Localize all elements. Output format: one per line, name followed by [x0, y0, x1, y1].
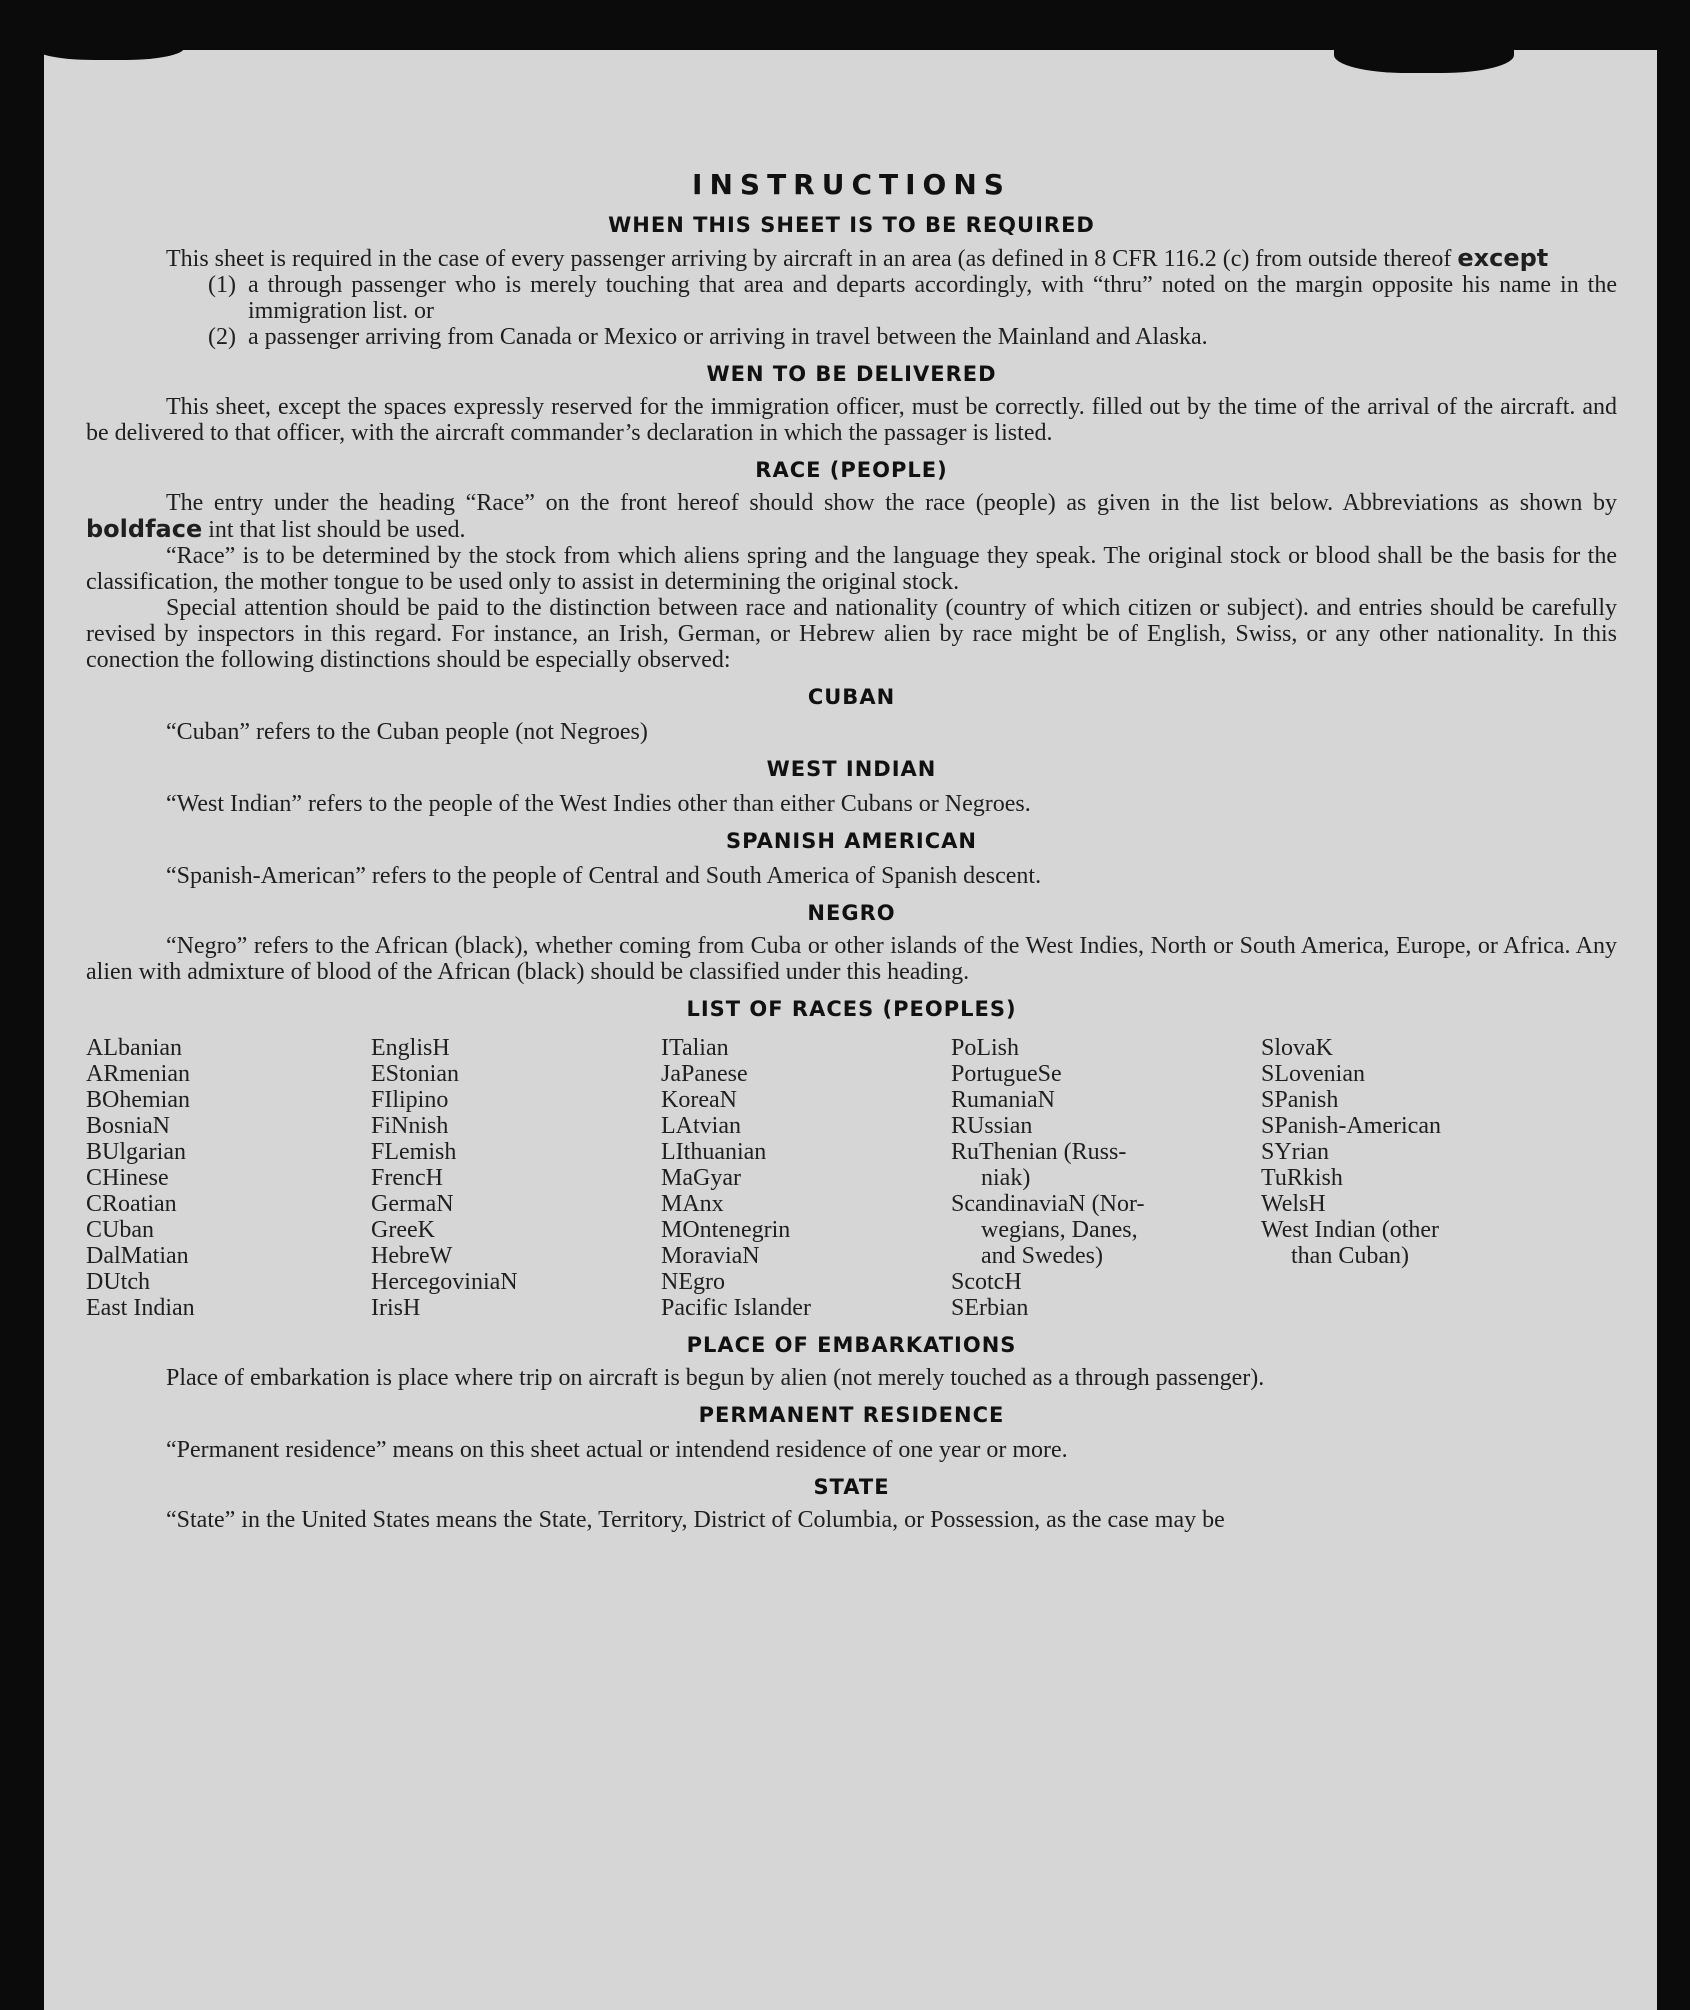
races-column-4	[951, 1035, 1261, 1321]
race-item: HebreW	[371, 1243, 453, 1269]
paragraph-delivery: This sheet, except the spaces expressly reserved for the immigration officer, must be correctly. filled out by the time of the arrival of the aircraft. and be delivered to that officer, with the aircraft commander’s declaration in which the passager is listed.	[86, 394, 1617, 446]
race-item: FLemish	[371, 1139, 457, 1165]
heading-permanent-residence: PERMANENT RESIDENCE	[698, 1403, 1005, 1427]
race-item: SErbian	[951, 1295, 1029, 1321]
race-item: SYrian	[1261, 1139, 1329, 1165]
paragraph-state: “State” in the United States means the State, Territory, District of Columbia, or Possession, as the case may be	[166, 1507, 1225, 1533]
paragraph-race-entry: The entry under the heading “Race” on the front hereof should show the race (people) as given in the list below. Abbreviations as shown by boldface int that list should be used.	[86, 490, 1617, 543]
race-item: MAnx	[661, 1191, 724, 1217]
race-item: WelsH	[1261, 1191, 1326, 1217]
race-item: EnglisH	[371, 1035, 450, 1061]
race-item: CHinese	[86, 1165, 169, 1191]
race-item: FrencH	[371, 1165, 443, 1191]
paragraph-cuban: “Cuban” refers to the Cuban people (not Negroes)	[166, 719, 648, 745]
race-item: MaGyar	[661, 1165, 741, 1191]
race-item: Pacific Islander	[661, 1295, 811, 1321]
race-item: RuThenian (Russ-	[951, 1139, 1127, 1165]
race-item: BUlgarian	[86, 1139, 186, 1165]
heading-spanish-american: SPANISH AMERICAN	[726, 829, 977, 853]
race-item: SPanish	[1261, 1087, 1339, 1113]
heading-cuban: CUBAN	[807, 685, 896, 709]
race-item: East Indian	[86, 1295, 195, 1321]
race-item: KoreaN	[661, 1087, 737, 1113]
race-item: CRoatian	[86, 1191, 177, 1217]
race-item: ALbanian	[86, 1035, 182, 1061]
race-item: GreeK	[371, 1217, 435, 1243]
race-item: PoLish	[951, 1035, 1020, 1061]
heading-list-of-races: LIST OF RACES (PEOPLES)	[686, 997, 1017, 1021]
paragraph-spanish-american: “Spanish-American” refers to the people of Central and South America of Spanish descent.	[166, 863, 1042, 889]
race-item: West Indian (other	[1261, 1217, 1440, 1243]
heading-when-required: WHEN THIS SHEET IS TO BE REQUIRED	[608, 213, 1095, 237]
paragraph-requirement: This sheet is required in the case of every passenger arriving by aircraft in an area (as defined in 8 CFR 116.2 (c) from outside thereof except	[166, 244, 1549, 272]
race-item: SlovaK	[1261, 1035, 1333, 1061]
race-item: ARmenian	[86, 1061, 190, 1087]
heading-race: RACE (PEOPLE)	[755, 458, 948, 482]
page-title: INSTRUCTIONS	[692, 168, 1011, 201]
race-item: SPanish-American	[1261, 1113, 1441, 1139]
race-item: LAtvian	[661, 1113, 741, 1139]
race-item: EStonian	[371, 1061, 459, 1087]
bold-except: except	[1457, 244, 1549, 272]
races-column-3	[661, 1035, 951, 1321]
race-item: than Cuban)	[1291, 1243, 1409, 1269]
race-item: NEgro	[661, 1269, 725, 1295]
list-item: (2) a passenger arriving from Canada or Mexico or arriving in travel between the Mainland and Alaska.	[208, 324, 1208, 350]
race-item: DalMatian	[86, 1243, 189, 1269]
paragraph-race-nationality: Special attention should be paid to the distinction between race and nationality (country of which citizen or subject). and entries should be carefully revised by inspectors in this regard. For instance, an Irish, German, or Hebrew alien by race might be of English, Swiss, or any other nationality. In this conection the following distinctions should be especially observed:	[86, 595, 1617, 673]
race-item: ScotcH	[951, 1269, 1022, 1295]
heading-state: STATE	[813, 1475, 890, 1499]
race-item: FIlipino	[371, 1087, 449, 1113]
race-item: LIthuanian	[661, 1139, 767, 1165]
paragraph-race-stock: “Race” is to be determined by the stock from which aliens spring and the language they speak. The original stock or blood shall be the basis for the classification, the mother tongue to be used only to assist in determining the original stock.	[86, 543, 1617, 595]
races-column-1	[86, 1035, 371, 1321]
race-item: SLovenian	[1261, 1061, 1365, 1087]
race-item: CUban	[86, 1217, 154, 1243]
race-item: and Swedes)	[981, 1243, 1103, 1269]
paragraph-negro: “Negro” refers to the African (black), whether coming from Cuba or other islands of the West Indies, North or South America, Europe, or Africa. Any alien with admixture of blood of the African (black) should be classified under this heading.	[86, 933, 1617, 985]
race-item: MoraviaN	[661, 1243, 760, 1269]
races-column-5	[1261, 1035, 1531, 1321]
paragraph-permanent-residence: “Permanent residence” means on this sheet actual or intendend residence of one year or more.	[166, 1437, 1068, 1463]
document-page	[44, 50, 1657, 2010]
heading-embarkation: PLACE OF EMBARKATIONS	[686, 1333, 1017, 1357]
race-item: JaPanese	[661, 1061, 748, 1087]
heading-negro: NEGRO	[807, 901, 896, 925]
race-item: RumaniaN	[951, 1087, 1055, 1113]
race-item: ScandinaviaN (Nor-	[951, 1191, 1145, 1217]
paragraph-west-indian: “West Indian” refers to the people of the West Indies other than either Cubans or Negroes.	[166, 791, 1031, 817]
race-item: DUtch	[86, 1269, 150, 1295]
paragraph-embarkation: Place of embarkation is place where trip on aircraft is begun by alien (not merely touched as a through passenger).	[166, 1365, 1265, 1391]
heading-west-indian: WEST INDIAN	[766, 757, 937, 781]
race-item: TuRkish	[1261, 1165, 1343, 1191]
race-item: HercegoviniaN	[371, 1269, 518, 1295]
race-item: wegians, Danes,	[981, 1217, 1138, 1243]
race-item: MOntenegrin	[661, 1217, 791, 1243]
race-item: RUssian	[951, 1113, 1033, 1139]
race-item: FiNnish	[371, 1113, 449, 1139]
race-item: ITalian	[661, 1035, 729, 1061]
race-item: BOhemian	[86, 1087, 190, 1113]
bold-boldface: boldface	[86, 515, 203, 543]
race-item: BosniaN	[86, 1113, 170, 1139]
races-list	[86, 1035, 1617, 1321]
race-item: GermaN	[371, 1191, 454, 1217]
race-item: IrisH	[371, 1295, 421, 1321]
heading-when-delivered: WEN TO BE DELIVERED	[706, 362, 997, 386]
races-column-2	[371, 1035, 661, 1321]
race-item: PortugueSe	[951, 1061, 1062, 1087]
torn-edge-mark	[1334, 28, 1514, 73]
race-item: niak)	[981, 1165, 1031, 1191]
torn-edge-mark	[34, 30, 184, 60]
list-item: (1) a through passenger who is merely touching that area and departs accordingly, with “thru” noted on the margin opposite his name in the immigration list. or	[208, 272, 1617, 324]
